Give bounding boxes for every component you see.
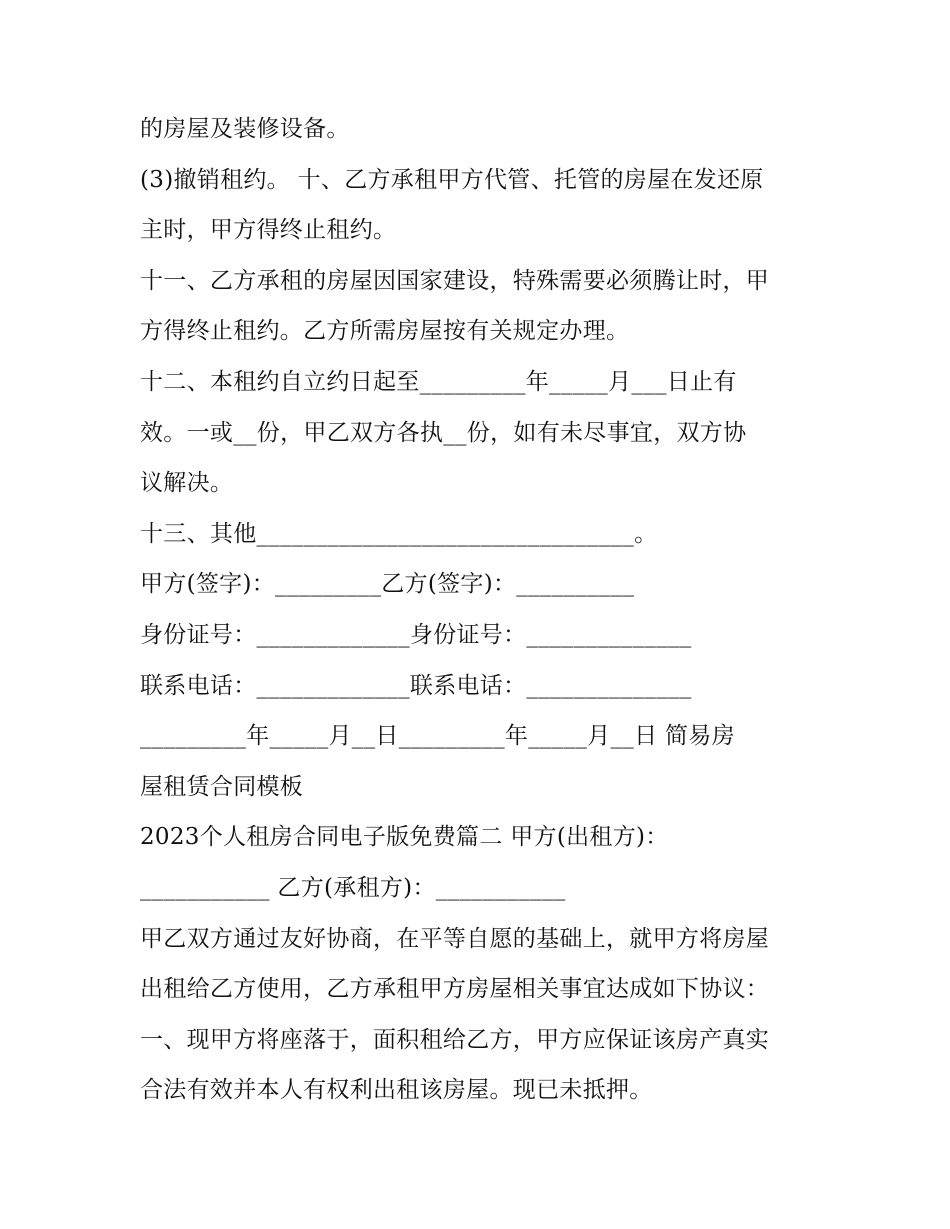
phone-line: 联系电话：_____________联系电话：______________ (140, 672, 692, 699)
text-line: 议解决。 (140, 470, 234, 497)
text-line: ___________ 乙方(承租方)：___________ (140, 874, 566, 901)
text-line: 一、现甲方将座落于，面积租给乙方，甲方应保证该房产真实 (140, 1026, 770, 1053)
text-line: 方得终止租约。乙方所需房屋按有关规定办理。 (140, 318, 630, 345)
document-body (140, 104, 820, 1116)
signature-line: 甲方(签字)：_________乙方(签字)：__________ (140, 571, 635, 598)
text-line: (3)撤销租约。 十、乙方承租甲方代管、托管的房屋在发还原 (140, 166, 764, 193)
text-line: 的房屋及装修设备。 (140, 116, 350, 142)
date-line: _________年_____月__日_________年_____月__日 简易房 (140, 723, 735, 750)
text-line: 十三、其他________________________________。 (140, 520, 658, 547)
text-line: 十二、本租约自立约日起至_________年_____月___日止有 (140, 368, 737, 395)
section-heading: 2023个人租房合同电子版免费篇二 甲方(出租方)： (140, 824, 669, 851)
text-line: 屋租赁合同模板 (140, 773, 304, 800)
text-line: 效。一或__份，甲乙双方各执__份，如有未尽事宜，双方协 (140, 419, 747, 446)
text-line: 主时，甲方得终止租约。 (140, 217, 397, 244)
text-line: 十一、乙方承租的房屋因国家建设，特殊需要必须腾让时，甲 (140, 267, 770, 294)
text-line: 合法有效并本人有权利出租该房屋。现已未抵押。 (140, 1077, 653, 1104)
text-line: 出租给乙方使用，乙方承租甲方房屋相关事宜达成如下协议： (140, 976, 770, 1003)
id-number-line: 身份证号：_____________身份证号：______________ (140, 621, 692, 648)
text-line: 甲乙双方通过友好协商，在平等自愿的基础上，就甲方将房屋 (140, 925, 770, 952)
